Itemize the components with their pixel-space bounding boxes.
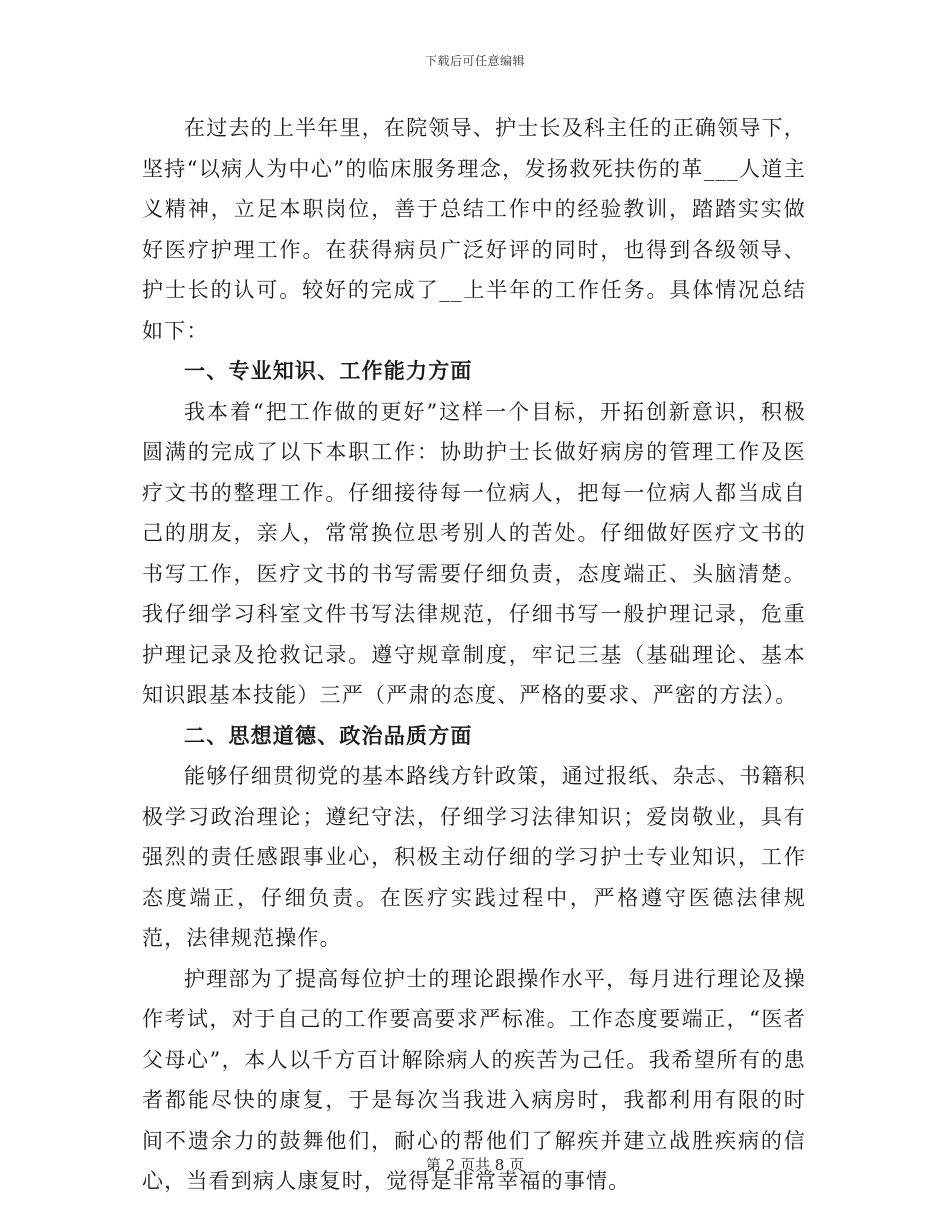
- section-heading-professional: 一、专业知识、工作能力方面: [184, 358, 473, 383]
- paragraph-nursing: 护理部为了提高每位护士的理论跟操作水平，每月进行理论及操作考试，对于自己的工作要高要求严标准。工作态度要端正，“医者父母心”，本人以千方百计解除病人的疾苦为己任。我希望所有的患者都能尽快的康复，于是每次当我进入病房时，我都利用有限的时间不遗余力的鼓舞他们，耐心的帮他们了解疾并建立战胜疾病的信心，当看到病人康复时，觉得是非常幸福的事情。: [142, 966, 806, 1193]
- section-heading-ethics: 二、思想道德、政治品质方面: [184, 722, 473, 748]
- paragraph-professional: 我本着“把工作做的更好”这样一个目标，开拓创新意识，积极圆满的完成了以下本职工作：协助护士长做好病房的管理工作及医疗文书的整理工作。仔细接待每一位病人，把每一位病人都当成自己的朋友，亲人，常常换位思考别人的苦处。仔细做好医疗文书的书写工作，医疗文书的书写需要仔细负责，态度端正、头脑清楚。我仔细学习科室文件书写法律规范，仔细书写一般护理记录，危重护理记录及抢救记录。遵守规章制度，牢记三基（基础理论、基本知识跟基本技能）三严（严肃的态度、严格的要求、严密的方法）。: [142, 399, 806, 707]
- paragraph-intro: 在过去的上半年里，在院领导、护士长及科主任的正确领导下，坚持“以病人为中心”的临床服务理念，发扬救死扶伤的革___人道主义精神，立足本职岗位，善于总结工作中的经验教训，踏踏实实做好医疗护理工作。在获得病员广泛好评的同时，也得到各级领导、护士长的认可。较好的完成了__上半年的工作任务。具体情况总结如下：: [142, 116, 806, 343]
- paragraph-ethics: 能够仔细贯彻党的基本路线方针政策，通过报纸、杂志、书籍积极学习政治理论；遵纪守法，仔细学习法律知识；爱岗敬业，具有强烈的责任感跟事业心，积极主动仔细的学习护士专业知识，工作态度端正，仔细负责。在医疗实践过程中，严格遵守医德法律规范，法律规范操作。: [142, 764, 806, 950]
- page-number: 第 2 页共 8 页: [425, 1156, 525, 1174]
- page-header-note: 下载后可任意编辑: [424, 54, 525, 68]
- document-body: [142, 108, 806, 1202]
